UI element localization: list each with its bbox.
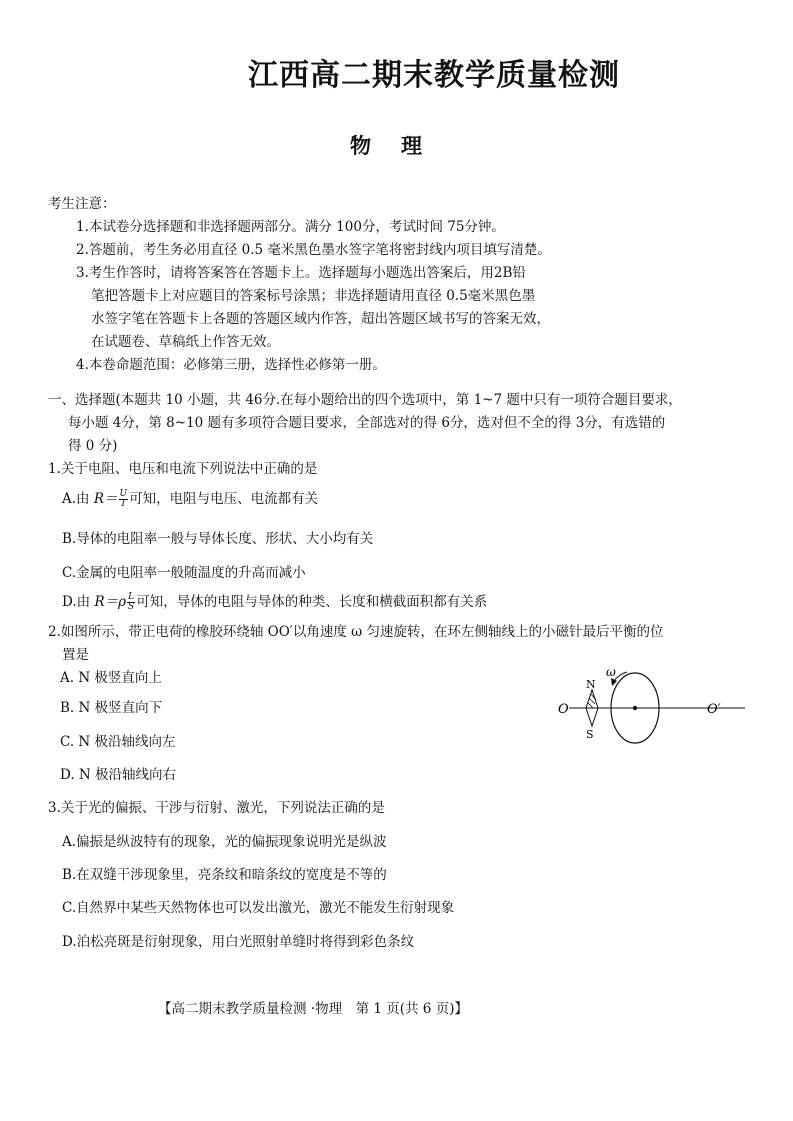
- q1-d-numerator: L: [128, 592, 135, 602]
- q1-d-denominator: S: [128, 602, 135, 612]
- q1-a-fraction: [119, 490, 129, 509]
- q1-d-formula-lhs: R＝ρ: [94, 594, 127, 610]
- notice-item-3-cont-3: 在试题卷、草稿纸上作答无效。: [91, 334, 280, 350]
- q1-a-denominator: I: [121, 499, 126, 509]
- rotation-arrowhead: [611, 678, 617, 686]
- ring-center-dot: [633, 706, 637, 710]
- q1-a-prefix: A.由: [62, 491, 94, 507]
- q3-option-d: D.泊松亮斑是衍射现象，用白光照射单缝时将得到彩色条纹: [62, 934, 415, 950]
- q2-option-d: D. N 极沿轴线向右: [60, 767, 177, 783]
- section-heading-cont-2: 得 0 分): [68, 438, 118, 454]
- notice-item-4: 4.本卷命题范围：必修第三册，选择性必修第一册。: [76, 357, 386, 373]
- page-title: 江西高二期末教学质量检测: [248, 58, 620, 93]
- compass-needle-south: [586, 708, 598, 726]
- q1-option-c: C.金属的电阻率一般随温度的升高而减小: [62, 565, 306, 581]
- notice-item-2: 2.答题前，考生务必用直径 0.5 毫米黑色墨水签字笔将密封线内项目填写清楚。: [76, 242, 551, 258]
- notice-item-3-cont-2: 水签字笔在答题卡上各题的答题区域内作答，超出答题区域书写的答案无效，: [91, 311, 550, 327]
- q3-stem: 3.关于光的偏振、干涉与衍射、激光，下列说法正确的是: [48, 800, 385, 816]
- q2-option-b: B. N 极竖直向下: [60, 700, 163, 716]
- q1-stem: 1.关于电阻、电压和电流下列说法中正确的是: [48, 461, 318, 477]
- q2-option-c: C. N 极沿轴线向左: [60, 734, 176, 750]
- q1-a-numerator: U: [119, 489, 128, 499]
- q1-option-d: [62, 593, 487, 612]
- label-n: N: [586, 678, 596, 691]
- q1-option-b: B.导体的电阻率一般与导体长度、形状、大小均有关: [62, 531, 374, 547]
- q1-d-prefix: D.由: [62, 594, 95, 610]
- q1-d-suffix: 可知，导体的电阻与导体的种类、长度和横截面积都有关系: [136, 594, 488, 610]
- notice-item-3: 3.考生作答时，请将答案答在答题卡上。选择题每小题选出答案后，用2B铅: [76, 265, 526, 281]
- label-s: S: [586, 728, 594, 741]
- q2-figure: [555, 660, 755, 760]
- q1-d-fraction: [127, 593, 135, 612]
- label-o: O: [558, 702, 569, 717]
- notice-item-3-cont-1: 笔把答题卡上对应题目的答案标号涂黑；非选择题请用直径 0.5毫米黑色墨: [91, 288, 536, 304]
- label-omega: ω: [606, 665, 616, 679]
- label-o-prime: O′: [707, 702, 721, 717]
- q1-a-formula-lhs: R＝: [93, 491, 118, 507]
- q3-option-b: B.在双缝干涉现象里，亮条纹和暗条纹的宽度是不等的: [62, 867, 387, 883]
- subject-title: 物理: [350, 134, 452, 158]
- q1-a-suffix: 可知，电阻与电压、电流都有关: [129, 491, 319, 507]
- compass-needle-north: [586, 690, 598, 708]
- notice-heading: 考生注意：: [48, 196, 116, 212]
- q3-option-c: C.自然界中某些天然物体也可以发出激光，激光不能发生衍射现象: [62, 900, 455, 916]
- q2-stem-line-2: 置是: [62, 647, 89, 663]
- q3-option-a: A.偏振是纵波特有的现象，光的偏振现象说明光是纵波: [62, 834, 387, 850]
- section-heading: 一、选择题(本题共 10 小题，共 46分.在每小题给出的四个选项中，第 1~7 题中只有一项符合题目要求，: [48, 392, 682, 408]
- notice-item-1: 1.本试卷分选择题和非选择题两部分。满分 100分，考试时间 75分钟。: [76, 219, 505, 235]
- page-footer: 【高二期末教学质量检测 ·物理 第 1 页(共 6 页)】: [158, 1001, 468, 1017]
- q2-stem-line-1: 2.如图所示，带正电荷的橡胶环绕轴 OO′以角速度 ω 匀速旋转，在环左侧轴线上的小磁针最后平衡的位: [48, 624, 664, 640]
- q2-option-a: A. N 极竖直向上: [60, 670, 162, 686]
- section-heading-cont-1: 每小题 4分，第 8~10 题有多项符合题目要求，全部选对的得 6分，选对但不全的得 3分，有选错的: [68, 415, 666, 431]
- q1-option-a: [62, 490, 318, 509]
